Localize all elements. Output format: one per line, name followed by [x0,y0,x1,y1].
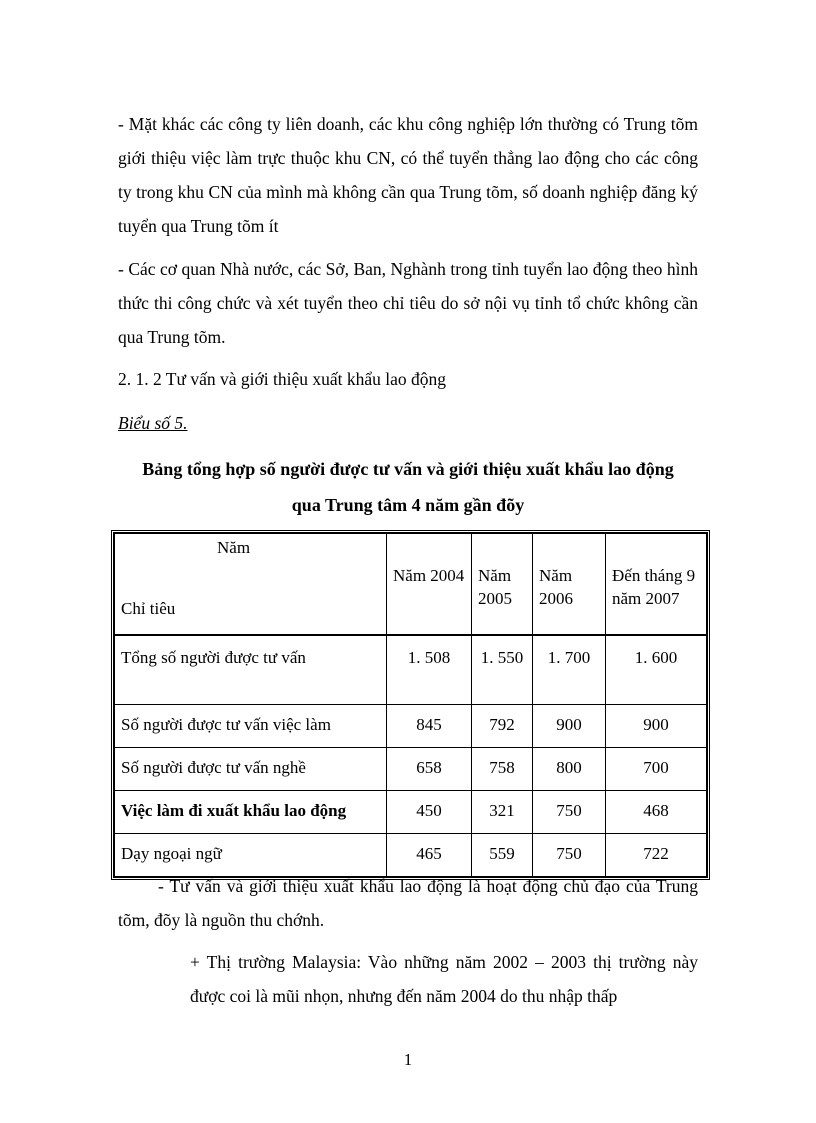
cell-value: 750 [533,791,606,834]
cell-value: 1. 600 [606,635,707,705]
section-heading: 2. 1. 2 Tư vấn và giới thiệu xuất khẩu lao động [118,369,447,389]
header-year-2006: Năm 2006 [533,534,606,636]
cell-value: 559 [472,834,533,877]
table-title-line-2: qua Trung tâm 4 năm gần đõy [291,495,525,515]
cell-value: 800 [533,748,606,791]
cell-value: 792 [472,705,533,748]
cell-value: 1. 508 [387,635,472,705]
cell-value: 900 [606,705,707,748]
cell-value: 1. 700 [533,635,606,705]
cell-value: 1. 550 [472,635,533,705]
corner-label-year: Năm [217,538,251,557]
header-year-2004: Năm 2004 [387,534,472,636]
summary-table [114,533,707,877]
cell-value: 700 [606,748,707,791]
figure-caption: Biểu số 5. [118,413,188,433]
paragraph-malaysia-market: + Thị trường Malaysia: Vào những năm 2002 – 2003 thị trường này được coi là mũi nhọn, nhưng đến năm 2004 do thu nhập thấp [190,952,698,1006]
paragraph-export-consulting: - Tư vấn và giới thiệu xuất khẩu lao động là hoạt động chủ đạo của Trung tõm, đõy là nguồn thu chớnh. [118,876,698,930]
row-label: Số người được tư vấn nghề [115,748,387,791]
table-title [100,451,716,523]
table-title-line-1: Bảng tổng hợp số người được tư vấn và giới thiệu xuất khẩu lao động [142,459,674,479]
paragraph-state-agencies: - Các cơ quan Nhà nước, các Sở, Ban, Nghành trong tỉnh tuyển lao động theo hình thức thi công chức và xét tuyển theo chỉ tiêu do sở nội vụ tỉnh tổ chức không cần qua Trung tõm. [118,259,698,347]
corner-label-indicator: Chỉ tiêu [121,599,176,618]
cell-value: 900 [533,705,606,748]
table-row [115,791,707,834]
cell-value: 658 [387,748,472,791]
cell-value: 758 [472,748,533,791]
summary-table-frame [111,530,710,880]
page-number: 1 [403,1050,413,1069]
cell-value: 450 [387,791,472,834]
paragraph-joint-ventures: - Mặt khác các công ty liên doanh, các khu công nghiệp lớn thường có Trung tõm giới thiệu việc làm trực thuộc khu CN, có thể tuyển thẳng lao động cho các công ty trong khu CN của mình mà không cần qua Trung tõm, số doanh nghiệp đăng ký tuyển qua Trung tõm ít [118,114,698,236]
row-label: Việc làm đi xuất khẩu lao động [115,791,387,834]
table-corner-cell [115,534,387,636]
header-year-2005: Năm 2005 [472,534,533,636]
cell-value: 750 [533,834,606,877]
cell-value: 321 [472,791,533,834]
row-label: Tổng số người được tư vấn [115,635,387,705]
header-year-2007: Đến tháng 9 năm 2007 [606,534,707,636]
cell-value: 722 [606,834,707,877]
table-row [115,635,707,705]
row-label: Dạy ngoại ngữ [115,834,387,877]
cell-value: 465 [387,834,472,877]
table-row [115,748,707,791]
table-header-row [115,534,707,636]
table-row [115,705,707,748]
cell-value: 845 [387,705,472,748]
cell-value: 468 [606,791,707,834]
row-label: Số người được tư vấn việc làm [115,705,387,748]
